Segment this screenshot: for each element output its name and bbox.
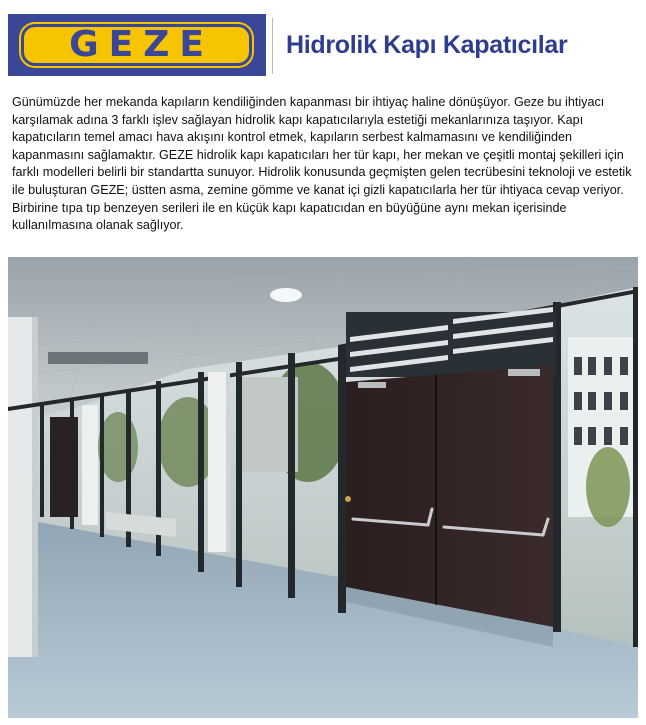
header-divider <box>272 18 273 74</box>
corridor-photo-icon <box>8 257 638 718</box>
page-title: Hidrolik Kapı Kapatıcılar <box>286 31 568 59</box>
page-header <box>0 0 646 86</box>
logo-text: GEZE <box>69 24 214 65</box>
geze-logo <box>8 14 266 76</box>
logo-badge <box>21 24 252 66</box>
intro-paragraph: Günümüzde her mekanda kapıların kendiliğinden kapanması bir ihtiyaç haline dönüşüyor. Geze bu ihtiyacı karşılamak adına 3 farklı işlev sağlayan hidrolik kapı kapatıcılarıyla estetiği mekanlarınıza taşıyor. Kapı kapatıcıların temel amacı hava akışını kontrol etmek, kapıların serbest kalmamasını ve kendiliğinden kapanmasını sağlamaktır. GEZE hidrolik kapı kapatıcıları her tür kapı, her mekan ve çeşitli montaj şekilleri için farklı modelleri belirli bir standartta sunuyor. Hidrolik konusunda geçmişten gelen tecrübesini teknoloji ve estetik ile buluşturan GEZE; üstten asma, zemine gömme ve kanat içi gizli kapatıcılarla her tür ihtiyaca cevap veriyor. Birbirine tıpa tıp benzeyen serileri ile en küçük kapı kapatıcıdan en büyüğüne aynı mekan içerisinde kullanılmasına olanak sağlıyor. <box>12 95 632 233</box>
corridor-photo <box>8 257 638 718</box>
